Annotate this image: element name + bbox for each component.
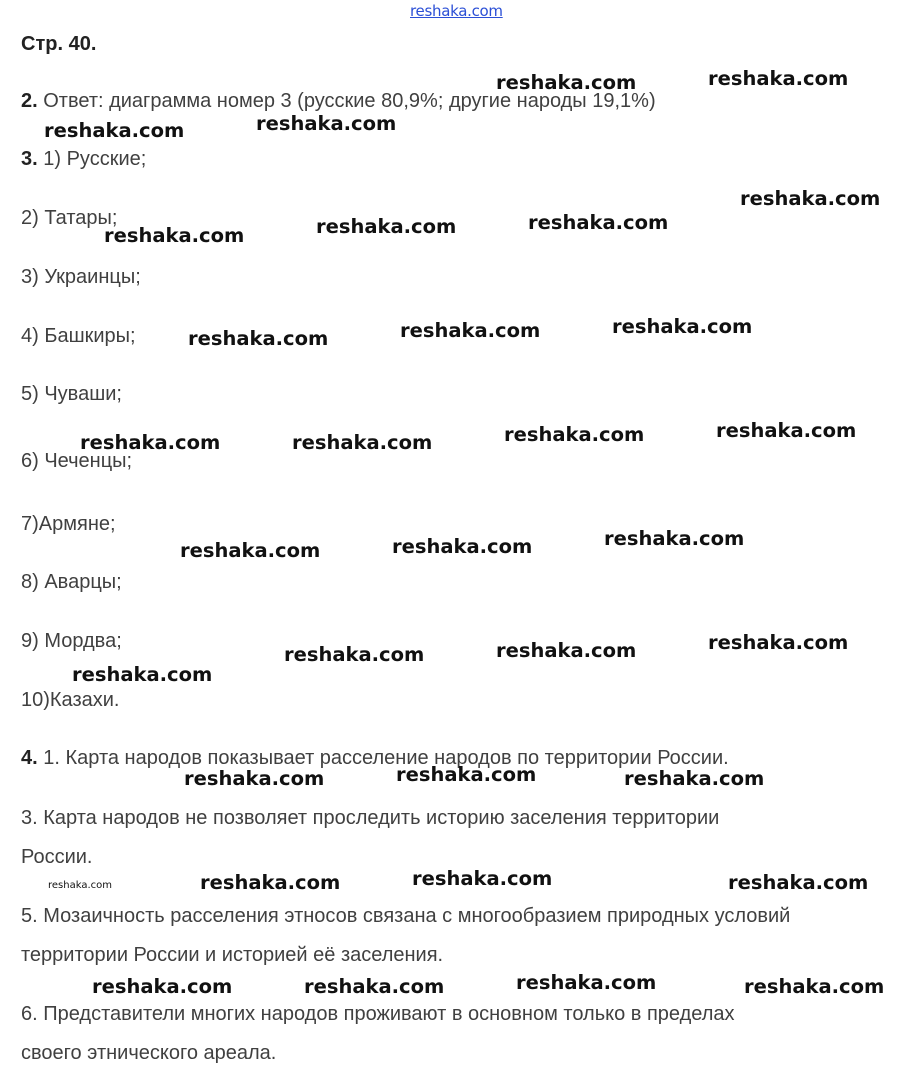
answer-3-item: 9) Мордва; [21, 630, 122, 652]
answer-4-line: своего этнического ареала. [21, 1042, 277, 1064]
watermark: reshaka.com [396, 763, 537, 786]
watermark: reshaka.com [496, 639, 637, 662]
watermark: reshaka.com [496, 71, 637, 94]
watermark: reshaka.com [708, 631, 849, 654]
question-number: 3. [21, 148, 38, 170]
watermark: reshaka.com [716, 419, 857, 442]
watermark: reshaka.com [744, 975, 885, 998]
watermark: reshaka.com [504, 423, 645, 446]
watermark: reshaka.com [316, 215, 457, 238]
answer-3-item: 4) Башкиры; [21, 325, 136, 347]
watermark: reshaka.com [184, 767, 325, 790]
watermark: reshaka.com [72, 663, 213, 686]
watermark: reshaka.com [624, 767, 765, 790]
answer-3-item: 2) Татары; [21, 207, 118, 229]
answer-3-item: 10)Казахи. [21, 689, 120, 711]
answer-4-line [21, 747, 729, 770]
watermark: reshaka.com [284, 643, 425, 666]
watermark: reshaka.com [604, 527, 745, 550]
watermark: reshaka.com [612, 315, 753, 338]
watermark: reshaka.com [292, 431, 433, 454]
answer-4-line: 3. Карта народов не позволяет проследить историю заселения территории [21, 807, 720, 829]
answer-3-item: 8) Аварцы; [21, 571, 122, 593]
answer-3-item: 5) Чуваши; [21, 383, 122, 405]
site-link[interactable]: reshaka.com [410, 2, 503, 20]
watermark: reshaka.com [256, 112, 397, 135]
answer-4-line: России. [21, 846, 93, 868]
answer-3-item: 3) Украинцы; [21, 266, 141, 288]
watermark: reshaka.com [304, 975, 445, 998]
watermark: reshaka.com [80, 431, 221, 454]
watermark: reshaka.com [392, 535, 533, 558]
answer-3-item: 6) Чеченцы; [21, 450, 133, 472]
answer-text: 1) Русские; [37, 148, 147, 170]
answer-4-line: 5. Мозаичность расселения этносов связана с многообразием природных условий [21, 905, 791, 927]
question-number: 2. [21, 90, 38, 112]
watermark: reshaka.com [48, 880, 112, 891]
answer-3-item: 7)Армяне; [21, 513, 116, 535]
watermark: reshaka.com [200, 871, 341, 894]
page-title: Стр. 40. [21, 33, 97, 55]
watermark: reshaka.com [400, 319, 541, 342]
question-number: 4. [21, 747, 38, 769]
answer-4-line: территории России и историей её заселения. [21, 944, 444, 966]
answer-text: Ответ: диаграмма номер 3 (русские 80,9%; другие народы 19,1%) [37, 90, 656, 112]
watermark: reshaka.com [188, 327, 329, 350]
watermark: reshaka.com [728, 871, 869, 894]
watermark: reshaka.com [528, 211, 669, 234]
watermark: reshaka.com [104, 224, 245, 247]
answer-text: 1. Карта народов показывает расселение народов по территории России. [37, 747, 729, 769]
answer-3-item [21, 148, 146, 171]
watermark: reshaka.com [740, 187, 881, 210]
watermark: reshaka.com [92, 975, 233, 998]
watermark: reshaka.com [708, 67, 849, 90]
watermark: reshaka.com [180, 539, 321, 562]
watermark: reshaka.com [516, 971, 657, 994]
answer-4-line: 6. Представители многих народов проживают в основном только в пределах [21, 1003, 735, 1025]
watermark: reshaka.com [412, 867, 553, 890]
watermark: reshaka.com [44, 119, 185, 142]
